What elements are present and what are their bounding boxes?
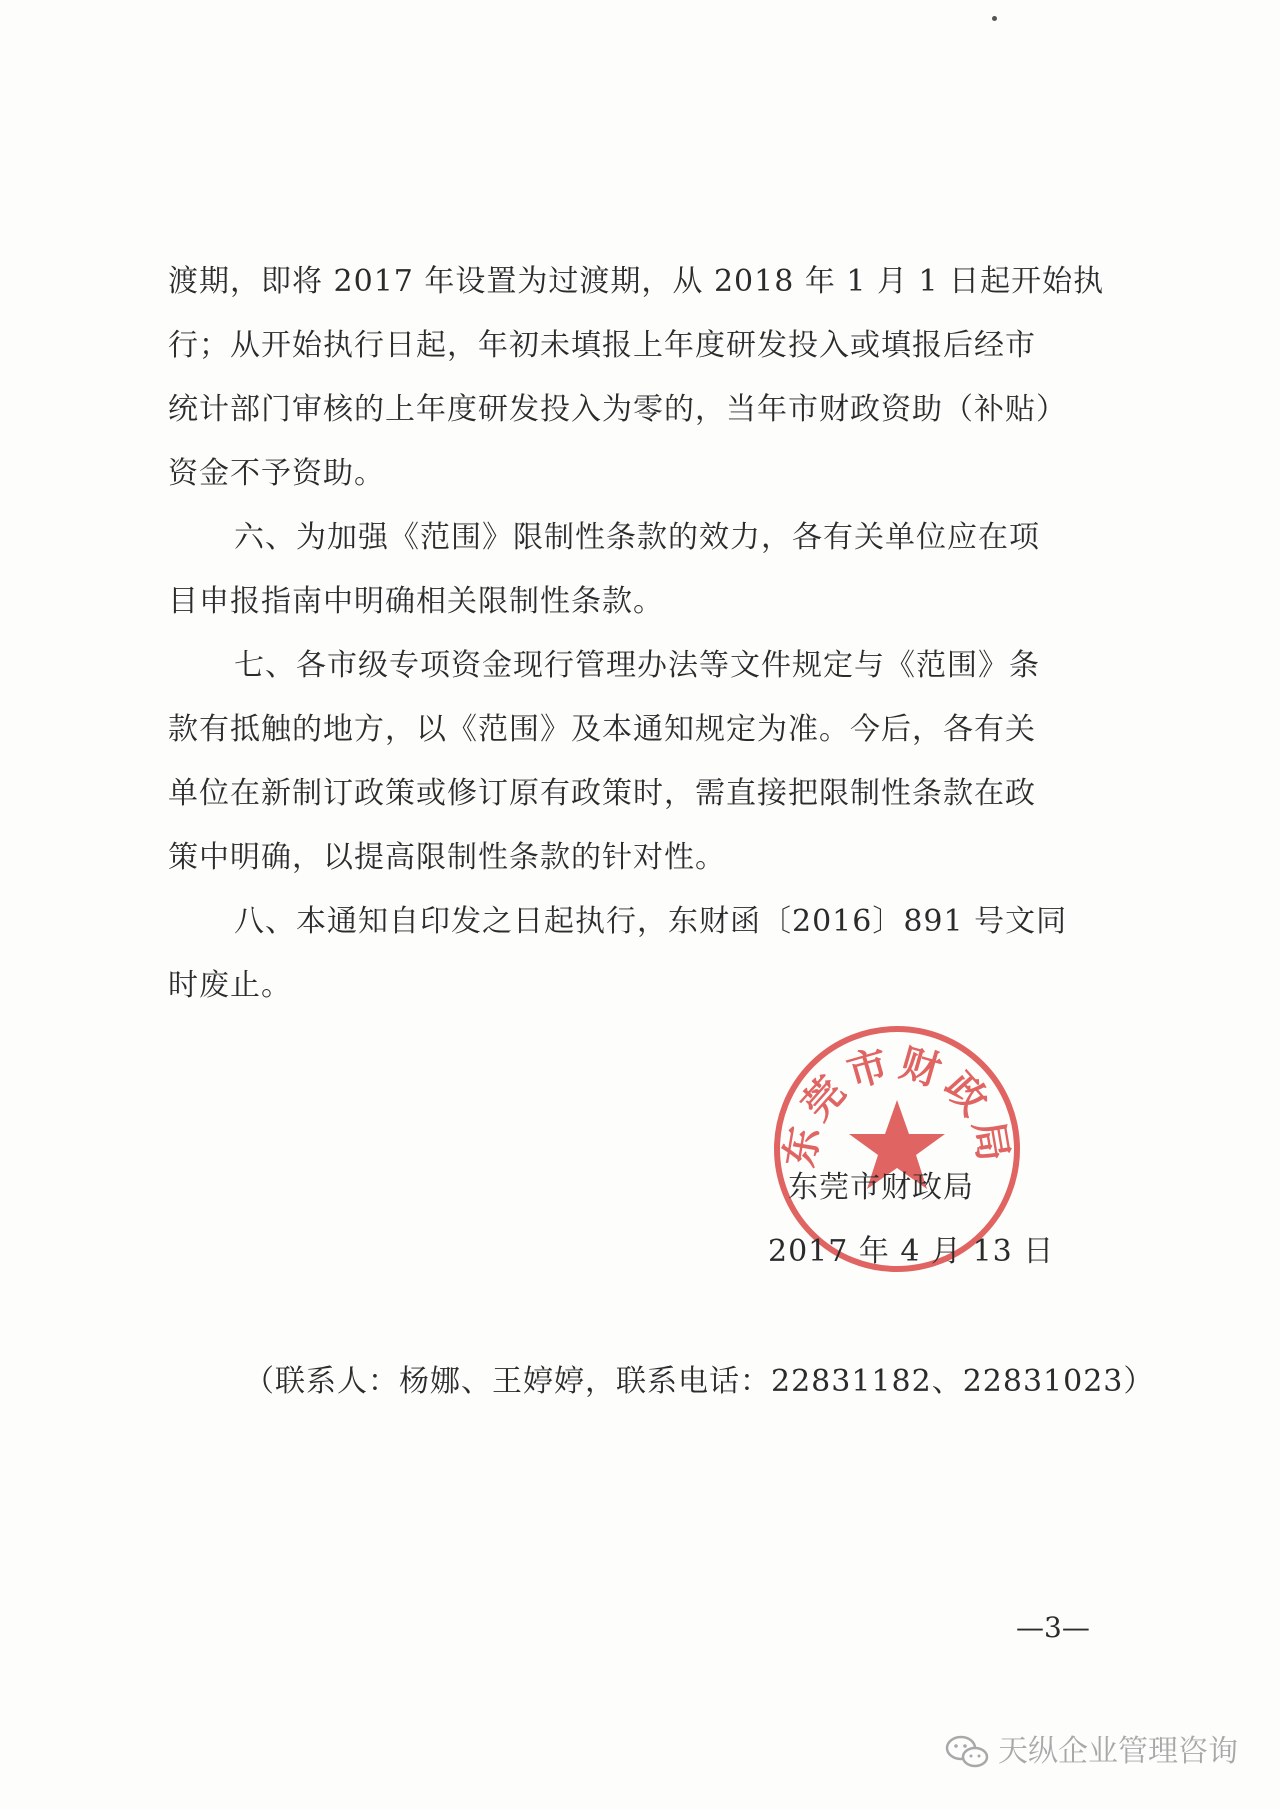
paragraph-line: 六、为加强《范围》限制性条款的效力，各有关单位应在项 xyxy=(234,520,1040,555)
paragraph-line: 行；从开始执行日起，年初未填报上年度研发投入或填报后经市 xyxy=(168,328,1036,363)
paragraph-line: 资金不予资助。 xyxy=(168,456,385,491)
watermark-text: 天纵企业管理咨询 xyxy=(998,1734,1238,1769)
paragraph-line: 七、各市级专项资金现行管理办法等文件规定与《范围》条 xyxy=(234,648,1040,683)
paragraph-line: 策中明确，以提高限制性条款的针对性。 xyxy=(168,840,726,875)
paragraph-line: 渡期，即将 2017 年设置为过渡期，从 2018 年 1 月 1 日起开始执 xyxy=(168,264,1105,299)
paragraph-line: 八、本通知自印发之日起执行，东财函〔2016〕891 号文同 xyxy=(234,904,1068,939)
page-number: —3— xyxy=(1016,1611,1090,1644)
paragraph-line: 时废止。 xyxy=(168,968,292,1003)
paragraph-line: 款有抵触的地方，以《范围》及本通知规定为准。今后，各有关 xyxy=(168,712,1036,747)
watermark xyxy=(944,1732,1238,1772)
contact-info: （联系人：杨娜、王婷婷，联系电话：22831182、22831023） xyxy=(244,1364,1155,1399)
seal-text: 东莞市财政局 xyxy=(775,1039,1019,1171)
paragraph-line: 统计部门审核的上年度研发投入为零的，当年市财政资助（补贴） xyxy=(168,392,1067,427)
paragraph-line: 单位在新制订政策或修订原有政策时，需直接把限制性条款在政 xyxy=(168,776,1036,811)
issuing-organization: 东莞市财政局 xyxy=(788,1170,974,1205)
paragraph-line: 目申报指南中明确相关限制性条款。 xyxy=(168,584,664,619)
scan-speck xyxy=(992,16,997,21)
wechat-icon xyxy=(944,1732,990,1772)
issue-date: 2017 年 4 月 13 日 xyxy=(768,1234,1055,1269)
